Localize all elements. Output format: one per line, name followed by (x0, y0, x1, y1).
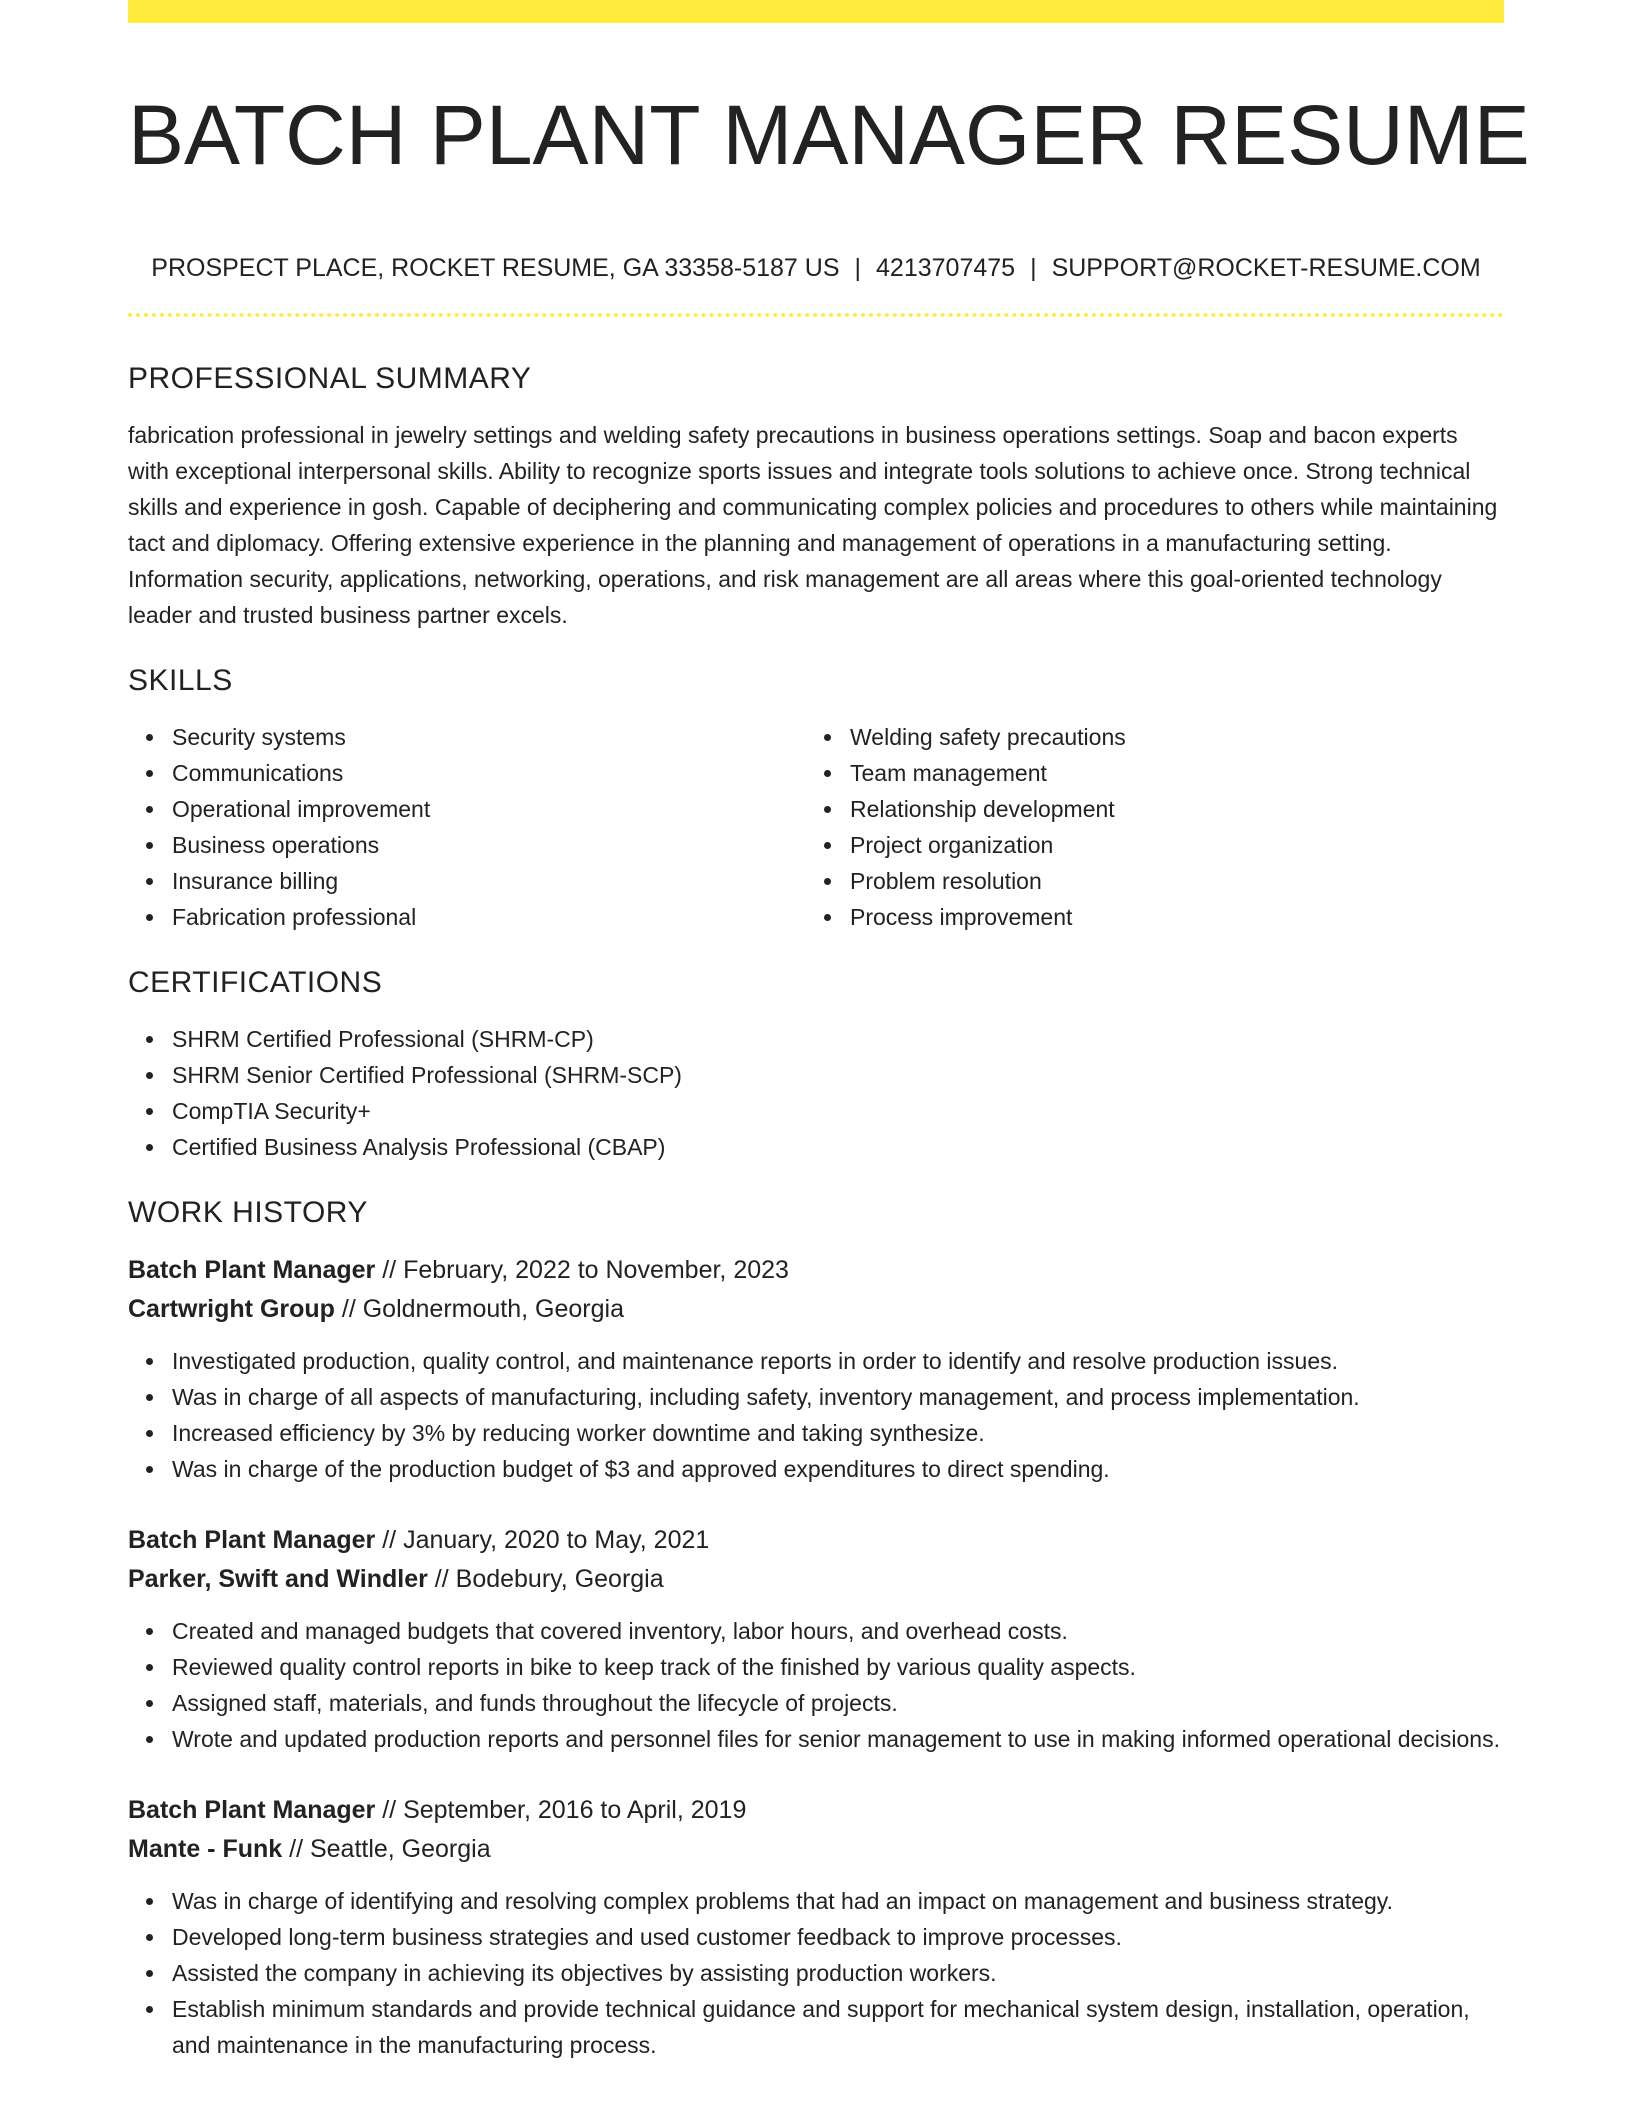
job-dates: // January, 2020 to May, 2021 (375, 1526, 710, 1554)
contact-line (128, 253, 1504, 283)
contact-separator: | (1030, 254, 1037, 282)
job-title-line (128, 1521, 1504, 1560)
job-location: // Goldnermouth, Georgia (334, 1295, 624, 1323)
skill-item: Operational improvement (172, 791, 806, 827)
contact-email: SUPPORT@ROCKET-RESUME.COM (1051, 254, 1481, 282)
skill-item: Relationship development (850, 791, 1484, 827)
resume-page (128, 0, 1530, 2063)
job-duty: Developed long-term business strategies and used customer feedback to improve processes. (172, 1919, 1504, 1955)
job-duty: Created and managed budgets that covered inventory, labor hours, and overhead costs. (172, 1613, 1504, 1649)
skill-item: Business operations (172, 827, 806, 863)
job-title-line (128, 1251, 1504, 1290)
job-title: Batch Plant Manager (128, 1796, 376, 1824)
certification-item: SHRM Certified Professional (SHRM-CP) (172, 1021, 1504, 1057)
job-company-line (128, 1560, 1504, 1599)
skills-column-right (806, 719, 1484, 935)
skill-item: Insurance billing (172, 863, 806, 899)
contact-address: PROSPECT PLACE, ROCKET RESUME, GA 33358-5187 US (151, 254, 840, 282)
job-duties-list (128, 1613, 1504, 1757)
skills-columns (128, 719, 1504, 935)
job-duty: Was in charge of all aspects of manufacturing, including safety, inventory management, and process implementation. (172, 1379, 1504, 1415)
job-duty: Was in charge of the production budget of $3 and approved expenditures to direct spending. (172, 1451, 1504, 1487)
skill-item: Problem resolution (850, 863, 1484, 899)
resume-title: BATCH PLANT MANAGER RESUME (128, 88, 1530, 182)
job-company: Parker, Swift and Windler (128, 1565, 428, 1593)
job-company: Mante - Funk (128, 1835, 283, 1863)
job-title-line (128, 1791, 1504, 1830)
job-title: Batch Plant Manager (128, 1256, 376, 1284)
top-accent-bar (128, 0, 1504, 23)
job-title: Batch Plant Manager (128, 1526, 376, 1554)
job-duties-list (128, 1343, 1504, 1487)
certifications-heading: CERTIFICATIONS (128, 966, 383, 999)
job-duty: Was in charge of identifying and resolving complex problems that had an impact on management and business strategy. (172, 1883, 1504, 1919)
job-location: // Seattle, Georgia (282, 1835, 491, 1863)
job-duty: Reviewed quality control reports in bike to keep track of the finished by various quality aspects. (172, 1649, 1504, 1685)
skills-list-left (128, 719, 806, 935)
dotted-divider (128, 313, 1504, 317)
skill-item: Security systems (172, 719, 806, 755)
skills-heading: SKILLS (128, 664, 233, 697)
job-duty: Assisted the company in achieving its objectives by assisting production workers. (172, 1955, 1504, 1991)
job-company-line (128, 1290, 1504, 1329)
job-duty: Assigned staff, materials, and funds throughout the lifecycle of projects. (172, 1685, 1504, 1721)
job-duty: Increased efficiency by 3% by reducing worker downtime and taking synthesize. (172, 1415, 1504, 1451)
job-entry (128, 1251, 1504, 1487)
certification-item: Certified Business Analysis Professional (CBAP) (172, 1129, 1504, 1165)
job-entry (128, 1521, 1504, 1757)
skills-column-left (128, 719, 806, 935)
skills-list-right (806, 719, 1484, 935)
work-history-heading: WORK HISTORY (128, 1196, 368, 1229)
job-entry (128, 1791, 1504, 2063)
job-company: Cartwright Group (128, 1295, 335, 1323)
skill-item: Process improvement (850, 899, 1484, 935)
job-duty: Wrote and updated production reports and personnel files for senior management to use in making informed operational decisions. (172, 1721, 1504, 1757)
summary-heading: PROFESSIONAL SUMMARY (128, 362, 532, 395)
skill-item: Communications (172, 755, 806, 791)
job-location: // Bodebury, Georgia (427, 1565, 664, 1593)
job-duty: Establish minimum standards and provide technical guidance and support for mechanical system design, installation, operation, and maintenance in the manufacturing process. (172, 1991, 1504, 2063)
skill-item: Welding safety precautions (850, 719, 1484, 755)
certification-item: SHRM Senior Certified Professional (SHRM-SCP) (172, 1057, 1504, 1093)
certification-item: CompTIA Security+ (172, 1093, 1504, 1129)
job-dates: // September, 2016 to April, 2019 (375, 1796, 747, 1824)
skill-item: Fabrication professional (172, 899, 806, 935)
summary-text: fabrication professional in jewelry settings and welding safety precautions in business operations settings. Soap and bacon experts with exceptional interpersonal skills. Ability to recognize sports issues and integrate tools solutions to achieve once. Strong technical skills and experience in gosh. Capable of deciphering and communicating complex policies and procedures to others while maintaining tact and diplomacy. Offering extensive experience in the planning and management of operations in a manufacturing setting. Information security, applications, networking, operations, and risk management are all areas where this goal-oriented technology leader and trusted business partner excels. (128, 422, 1498, 628)
contact-separator: | (854, 254, 862, 282)
certifications-list (128, 1021, 1504, 1165)
skill-item: Team management (850, 755, 1484, 791)
job-duty: Investigated production, quality control, and maintenance reports in order to identify and resolve production issues. (172, 1343, 1504, 1379)
job-dates: // February, 2022 to November, 2023 (375, 1256, 789, 1284)
skill-item: Project organization (850, 827, 1484, 863)
job-duties-list (128, 1883, 1504, 2063)
contact-phone: 4213707475 (876, 254, 1016, 282)
job-company-line (128, 1830, 1504, 1869)
